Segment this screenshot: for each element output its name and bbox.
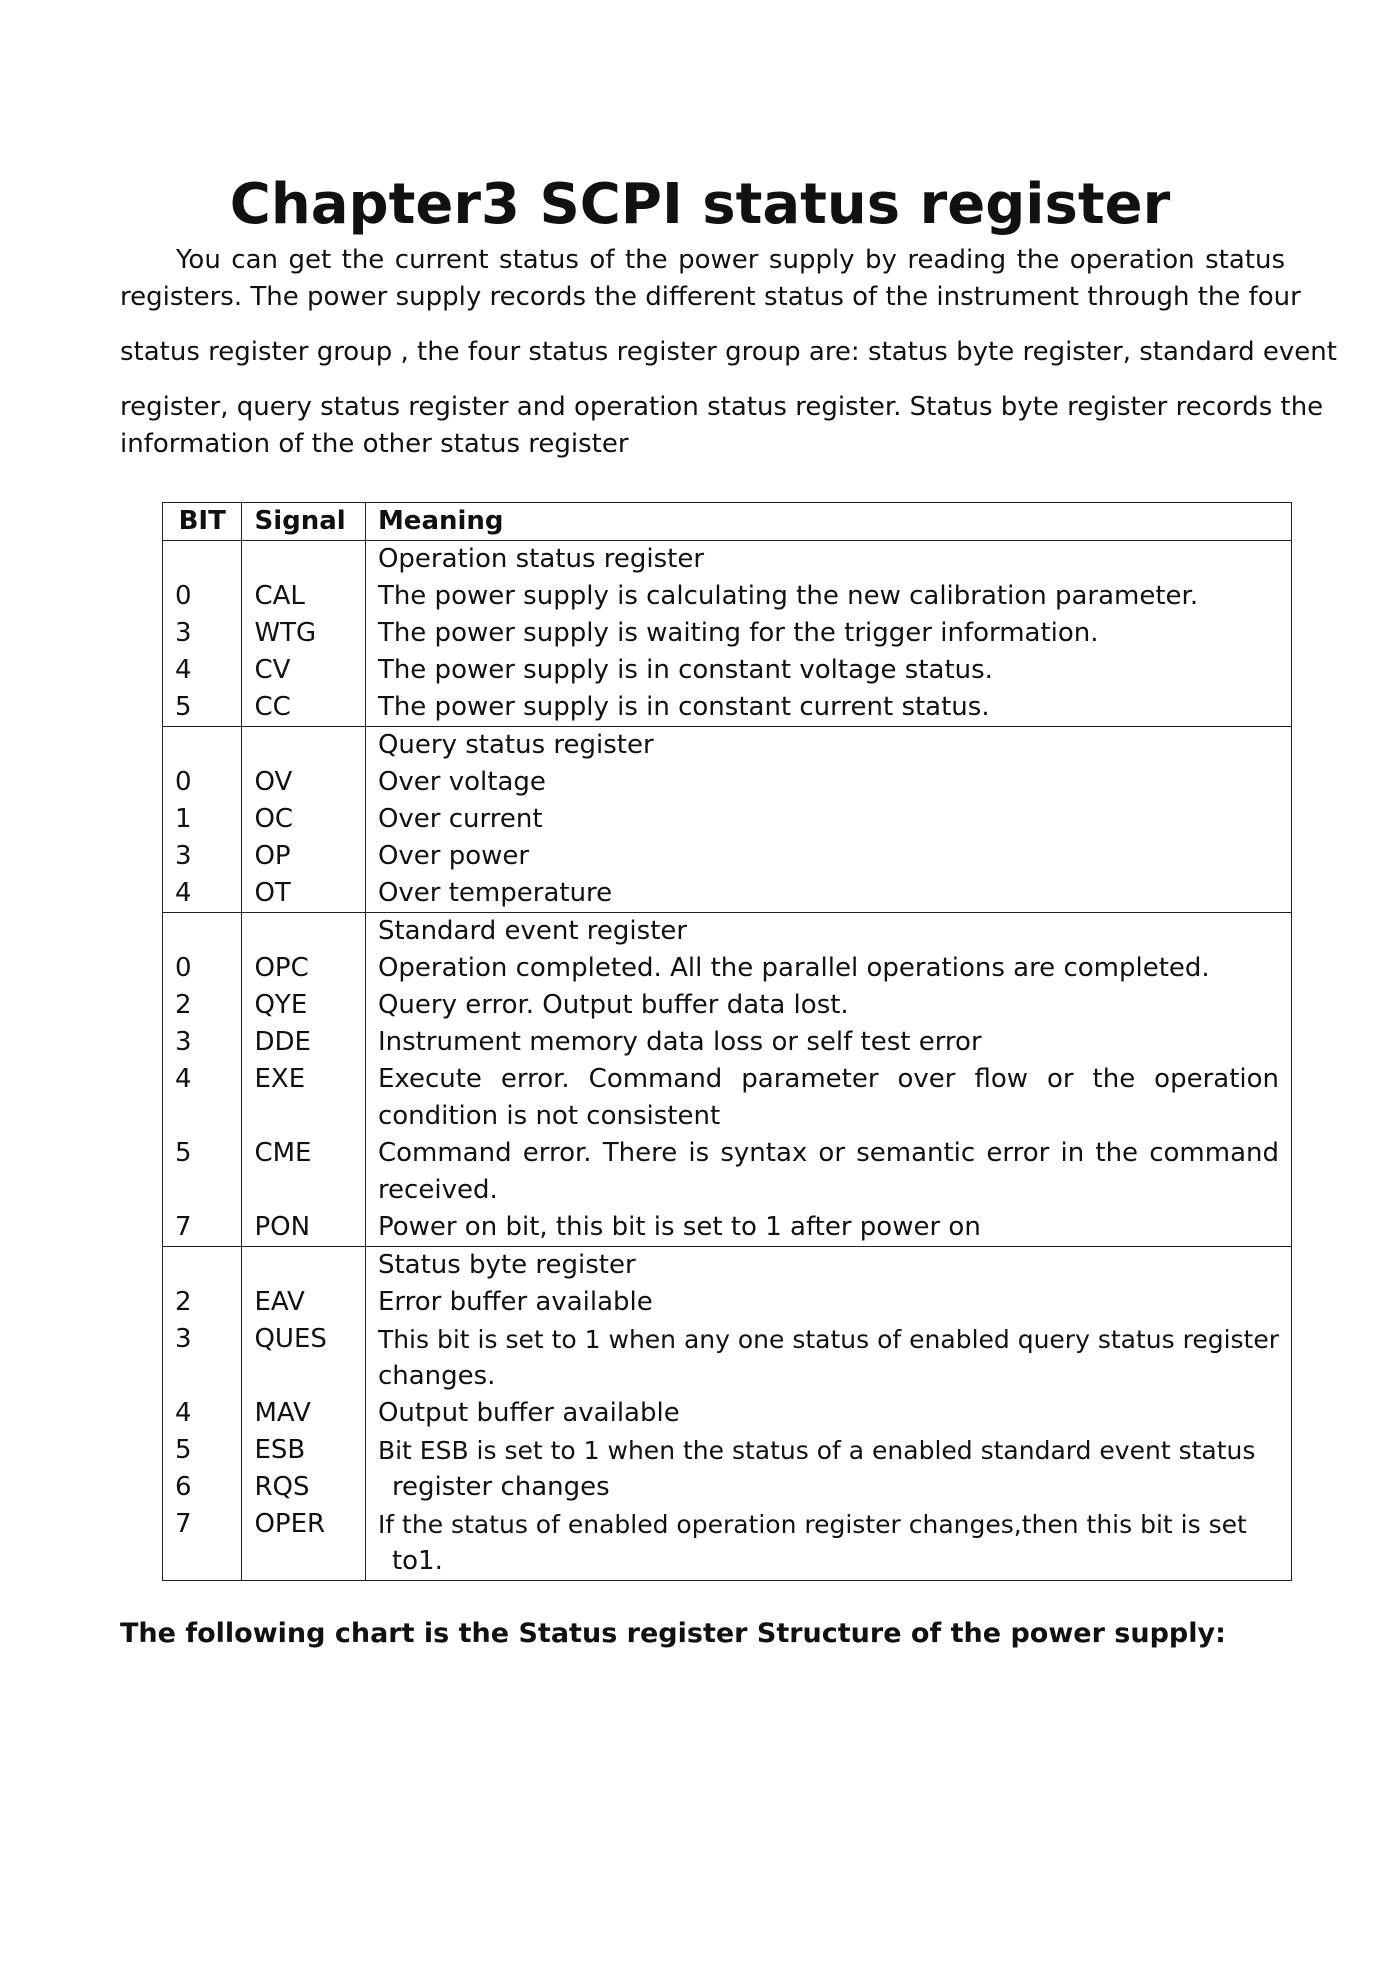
meaning-text: Instrument memory data loss or self test error (377, 1027, 982, 1057)
signal-cell (242, 727, 365, 913)
signal-value: OP (254, 841, 291, 871)
meaning-text: Over power (377, 841, 530, 871)
meaning-text: Over temperature (377, 878, 613, 908)
bit-value: 7 (175, 1509, 192, 1539)
signal-value: EXE (254, 1064, 306, 1094)
bit-value: 3 (175, 618, 192, 648)
bit-value: 4 (175, 878, 192, 908)
meaning-cell (365, 1247, 1291, 1581)
meaning-text: condition is not consistent (377, 1101, 721, 1131)
group-title: Standard event register (377, 916, 688, 946)
bit-cell (163, 541, 242, 727)
meaning-text: to1. (391, 1546, 443, 1576)
intro-paragraph (120, 242, 1337, 463)
bit-value: 0 (175, 767, 192, 797)
bit-value (175, 1543, 229, 1580)
signal-cell (242, 541, 365, 727)
meaning-text: This bit is set to 1 when any one status of enabled query status register (377, 1325, 1279, 1354)
meaning-cell (365, 541, 1291, 727)
signal-value: WTG (254, 618, 317, 648)
bit-value: 3 (175, 841, 192, 871)
signal-cell (242, 1247, 365, 1581)
table-row-standard-event (163, 913, 1292, 1247)
signal-value: CV (254, 655, 291, 685)
meaning-text: Execute error. Command parameter over flow or the operation (377, 1064, 1279, 1094)
meaning-text: The power supply is in constant current status. (377, 692, 990, 722)
signal-value: MAV (254, 1398, 311, 1428)
meaning-text: Over voltage (377, 767, 546, 797)
bit-cell (163, 1247, 242, 1581)
signal-cell (242, 913, 365, 1247)
signal-value: OPER (254, 1509, 326, 1539)
meaning-text: The power supply is calculating the new calibration parameter. (377, 581, 1199, 611)
signal-value (254, 1172, 352, 1209)
bit-value: 2 (175, 990, 192, 1020)
bit-value (175, 1358, 229, 1395)
header-bit: BIT (163, 503, 242, 541)
status-register-table (162, 502, 1292, 1581)
bit-value: 4 (175, 1064, 192, 1094)
meaning-text: Query error. Output buffer data lost. (377, 990, 849, 1020)
group-title: Query status register (377, 730, 654, 760)
signal-value: OV (254, 767, 293, 797)
signal-value: QYE (254, 990, 308, 1020)
signal-value: EAV (254, 1287, 305, 1317)
header-signal: Signal (242, 503, 365, 541)
bit-value (175, 1098, 229, 1135)
signal-value (254, 1247, 352, 1284)
bit-value (175, 727, 229, 764)
meaning-text: received. (377, 1175, 498, 1205)
meaning-text: Error buffer available (377, 1287, 653, 1317)
bit-value (175, 1247, 229, 1284)
intro-line: registers. The power supply records the different status of the instrument through the four (120, 282, 1301, 312)
meaning-cell (365, 727, 1291, 913)
signal-value: CAL (254, 581, 305, 611)
intro-line: information of the other status register (120, 429, 629, 459)
meaning-text: The power supply is waiting for the trigger information. (377, 618, 1099, 648)
signal-value (254, 1098, 352, 1135)
bit-value: 3 (175, 1324, 192, 1354)
signal-value: CME (254, 1138, 312, 1168)
signal-value: OPC (254, 953, 309, 983)
bit-value: 4 (175, 655, 192, 685)
bit-value: 2 (175, 1287, 192, 1317)
signal-value: PON (254, 1212, 311, 1242)
signal-value (254, 541, 352, 578)
page-title: Chapter3 SCPI status register (229, 172, 1171, 237)
bit-value: 5 (175, 1138, 192, 1168)
signal-value: ESB (254, 1435, 306, 1465)
meaning-text: Operation completed. All the parallel operations are completed. (377, 953, 1210, 983)
signal-value: OT (254, 878, 291, 908)
bit-value (175, 1172, 229, 1209)
meaning-cell (365, 913, 1291, 1247)
signal-value: OC (254, 804, 294, 834)
meaning-text: The power supply is in constant voltage status. (377, 655, 993, 685)
signal-value (254, 913, 352, 950)
intro-line: status register group , the four status register group are: status byte register, standard event (120, 337, 1337, 367)
meaning-text: If the status of enabled operation register changes,then this bit is set (377, 1510, 1247, 1539)
table-row-operation-status (163, 541, 1292, 727)
meaning-text: changes. (377, 1361, 496, 1391)
meaning-text: Bit ESB is set to 1 when the status of a enabled standard event status (377, 1436, 1256, 1465)
signal-value: RQS (254, 1472, 310, 1502)
bit-cell (163, 913, 242, 1247)
table-header-row (163, 503, 1292, 541)
intro-line: register, query status register and operation status register. Status byte register records the (120, 392, 1324, 422)
meaning-text: Over current (377, 804, 543, 834)
bit-cell (163, 727, 242, 913)
bit-value: 3 (175, 1027, 192, 1057)
bit-value (175, 913, 229, 950)
signal-value: QUES (254, 1324, 327, 1354)
header-meaning: Meaning (365, 503, 1291, 541)
bit-value: 7 (175, 1212, 192, 1242)
signal-value (254, 1543, 352, 1580)
bit-value: 1 (175, 804, 192, 834)
group-title: Operation status register (377, 544, 705, 574)
meaning-text: register changes (391, 1472, 610, 1502)
intro-line: You can get the current status of the power supply by reading the operation status (176, 245, 1285, 275)
meaning-text: Power on bit, this bit is set to 1 after power on (377, 1212, 981, 1242)
signal-value (254, 727, 352, 764)
meaning-text: Output buffer available (377, 1398, 680, 1428)
bit-value (175, 541, 229, 578)
bit-value: 0 (175, 581, 192, 611)
bit-value: 5 (175, 692, 192, 722)
signal-value (254, 1358, 352, 1395)
table-row-query-status (163, 727, 1292, 913)
table-row-status-byte (163, 1247, 1292, 1581)
bit-value: 4 (175, 1398, 192, 1428)
signal-value: CC (254, 692, 291, 722)
signal-value: DDE (254, 1027, 311, 1057)
chart-caption: The following chart is the Status register Structure of the power supply: (120, 1618, 1226, 1649)
bit-value: 0 (175, 953, 192, 983)
bit-value: 6 (175, 1472, 192, 1502)
group-title: Status byte register (377, 1250, 636, 1280)
bit-value: 5 (175, 1435, 192, 1465)
meaning-text: Command error. There is syntax or semantic error in the command (377, 1138, 1279, 1168)
